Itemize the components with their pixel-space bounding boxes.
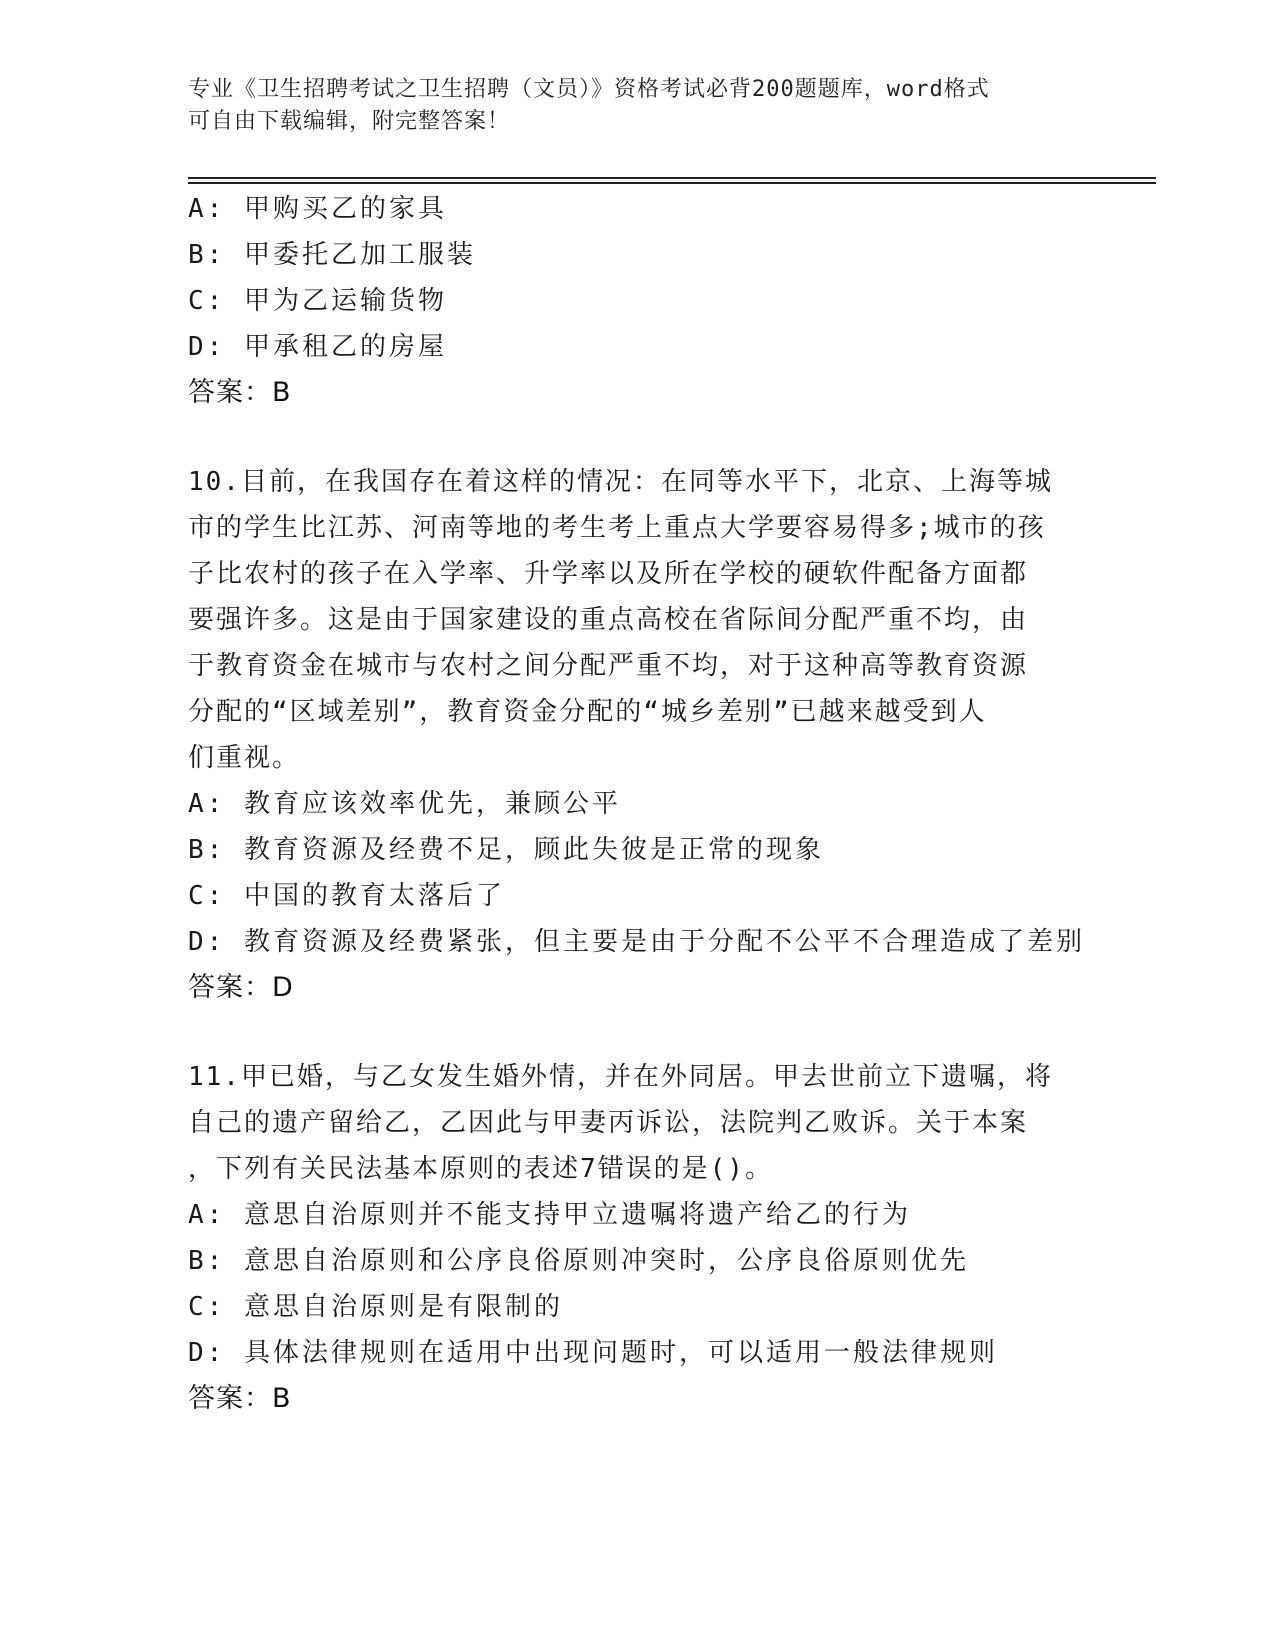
document-header <box>188 74 1068 138</box>
option-c: C: 意思自治原则是有限制的 <box>188 1292 563 1322</box>
stem-line: ，下列有关民法基本原则的表述7错误的是()。 <box>188 1154 773 1184</box>
stem-line: 11.甲已婚，与乙女发生婚外情，并在外同居。甲去世前立下遗嘱，将 <box>188 1062 1053 1092</box>
header-divider-bottom <box>188 182 1156 184</box>
answer-label: 答案：B <box>188 377 292 408</box>
stem-line: 自己的遗产留给乙，乙因此与甲妻丙诉讼，法院判乙败诉。关于本案 <box>188 1108 1029 1138</box>
stem-line: 市的学生比江苏、河南等地的考生考上重点大学要容易得多;城市的孩 <box>188 513 1046 543</box>
option-d: D: 教育资源及经费紧张，但主要是由于分配不公平不合理造成了差别 <box>188 927 1085 957</box>
option-b: B: 教育资源及经费不足，顾此失彼是正常的现象 <box>188 835 824 865</box>
question-stem <box>188 1054 1068 1192</box>
stem-line: 分配的“区域差别”，教育资金分配的“城乡差别”已越来越受到人 <box>188 697 987 727</box>
question-10 <box>188 459 1085 1011</box>
question-9 <box>188 186 1068 416</box>
stem-line: 10.目前，在我国存在着这样的情况：在同等水平下，北京、上海等城 <box>188 467 1053 497</box>
option-a: A: 甲购买乙的家具 <box>188 194 447 224</box>
answer-label: 答案：D <box>188 972 294 1003</box>
question-11 <box>188 1054 1068 1422</box>
stem-line: 要强许多。这是由于国家建设的重点高校在省际间分配严重不均，由 <box>188 605 1029 635</box>
question-spacer <box>188 1011 1068 1054</box>
option-d: D: 甲承租乙的房屋 <box>188 332 447 362</box>
stem-line: 子比农村的孩子在入学率、升学率以及所在学校的硬软件配备方面都 <box>188 559 1029 589</box>
option-d: D: 具体法律规则在适用中出现问题时，可以适用一般法律规则 <box>188 1338 998 1368</box>
option-b: B: 意思自治原则和公序良俗原则冲突时，公序良俗原则优先 <box>188 1246 969 1276</box>
header-line-2: 可自由下载编辑，附完整答案！ <box>188 109 511 134</box>
header-divider-top <box>188 177 1156 179</box>
stem-line: 于教育资金在城市与农村之间分配严重不均，对于这种高等教育资源 <box>188 651 1029 681</box>
option-c: C: 中国的教育太落后了 <box>188 881 505 911</box>
stem-line: 们重视。 <box>188 743 301 773</box>
question-list <box>188 186 1085 1422</box>
answer-label: 答案：B <box>188 1383 292 1414</box>
option-a: A: 意思自治原则并不能支持甲立遗嘱将遗产给乙的行为 <box>188 1200 911 1230</box>
question-spacer <box>188 416 1068 459</box>
option-a: A: 教育应该效率优先，兼顾公平 <box>188 789 621 819</box>
question-stem <box>188 459 1068 781</box>
option-c: C: 甲为乙运输货物 <box>188 286 447 316</box>
header-line-1: 专业《卫生招聘考试之卫生招聘（文员）》资格考试必背200题题库，word格式 <box>188 77 990 102</box>
option-b: B: 甲委托乙加工服装 <box>188 240 476 270</box>
